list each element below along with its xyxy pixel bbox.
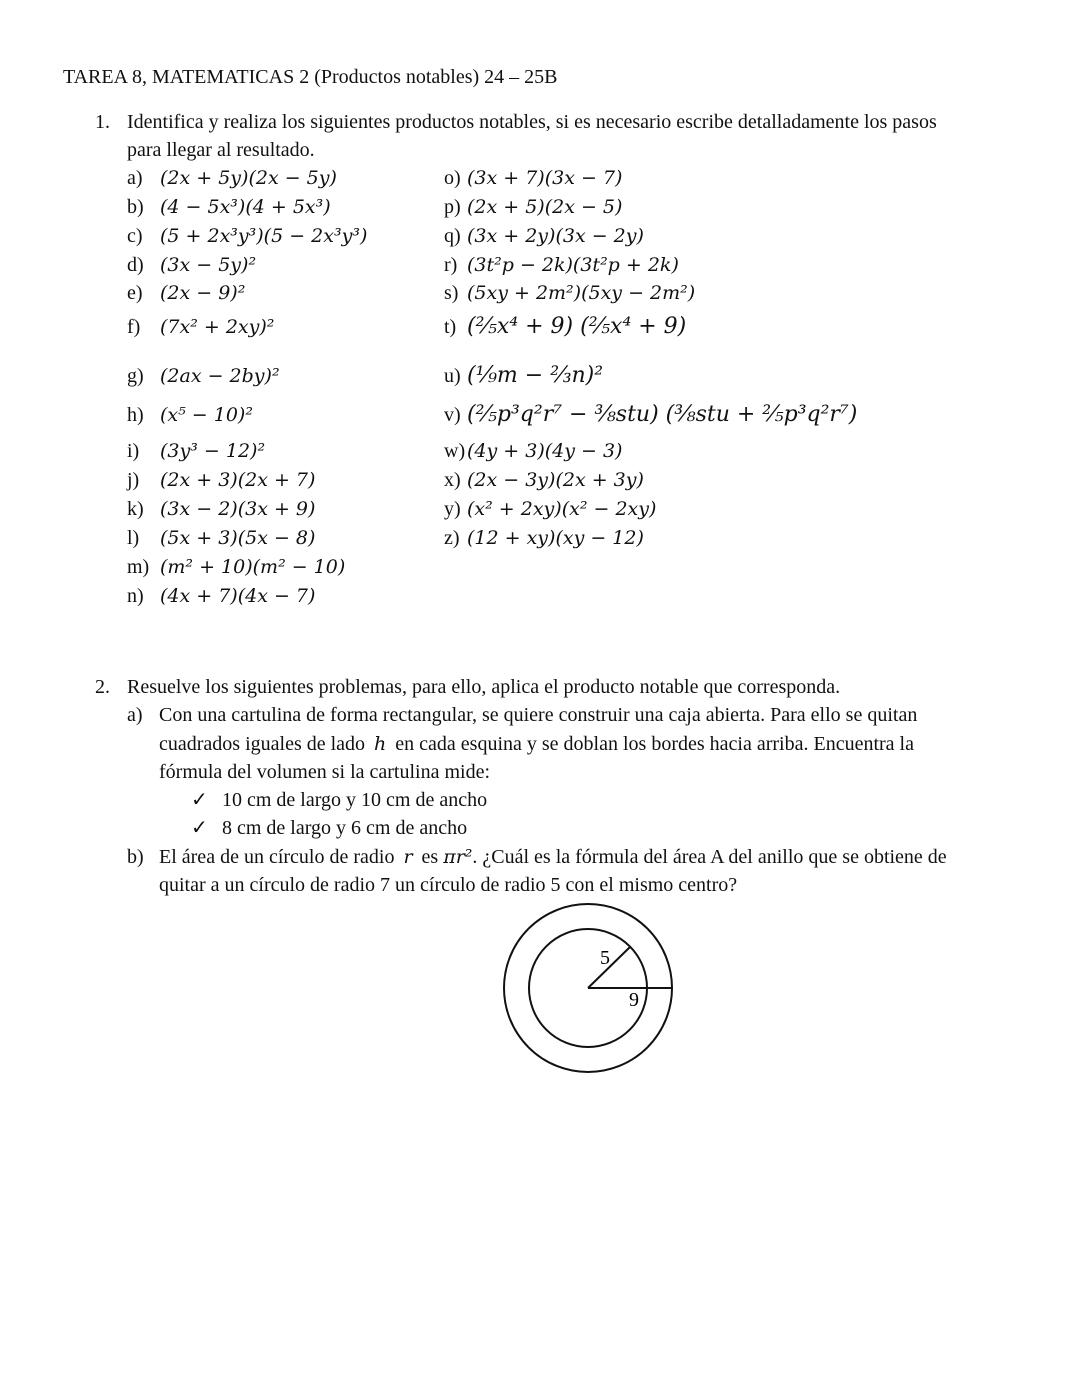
q2b-line1a: El área de un círculo de radio [159,846,395,868]
exercise-expression: (2x + 5y)(2x − 5y) [160,167,337,189]
exercise-label: z) [444,527,460,549]
checkmark-icon: ✓ [191,817,208,839]
var-r: r [403,846,413,868]
q2-instructions: Resuelve los siguientes problemas, para ello, aplica el producto notable que corresponda. [127,676,841,698]
exercise-expression: (3x + 7)(3x − 7) [467,167,623,189]
outer-radius-label: 9 [629,989,639,1011]
exercise-label: v) [444,404,461,426]
var-h: h [374,733,387,755]
exercise-expression: (3t²p − 2k)(3t²p + 2k) [467,254,679,276]
exercise-label: k) [127,498,144,520]
exercise-expression: (2x + 3)(2x + 7) [160,469,316,491]
exercise-expression: (4y + 3)(4y − 3) [467,440,623,462]
inner-radius-label: 5 [600,947,610,969]
exercise-label: i) [127,440,140,462]
q1-instructions-1: Identifica y realiza los siguientes productos notables, si es necesario escribe detalladamente los pasos [127,111,937,133]
dimension-option-1: 10 cm de largo y 10 cm de ancho [222,789,488,811]
exercise-label: f) [127,316,141,338]
exercise-expression: (3x + 2y)(3x − 2y) [467,225,644,247]
page-title: TAREA 8, MATEMATICAS 2 (Productos notables) 24 – 25B [63,66,558,88]
exercise-label: d) [127,254,144,276]
exercise-label: h) [127,404,144,426]
exercise-label: n) [127,585,144,607]
exercise-expression: (5x + 3)(5x − 8) [160,527,316,549]
exercise-label: b) [127,196,144,218]
q2b-line1b: es [421,846,439,868]
exercise-expression: (12 + xy)(xy − 12) [467,527,644,549]
exercise-label: r) [444,254,458,276]
exercise-expression: (7x² + 2xy)² [160,316,275,338]
dimension-option-2: 8 cm de largo y 6 cm de ancho [222,817,468,839]
ring-diagram [495,898,685,1078]
exercise-label: e) [127,282,143,304]
exercise-label: g) [127,365,144,387]
q2b-label: b) [127,846,144,868]
q1-number: 1. [95,111,110,133]
exercise-expression: (x⁵ − 10)² [160,404,253,426]
exercise-label: o) [444,167,461,189]
exercise-expression: (3x − 5y)² [160,254,257,276]
exercise-expression: (2ax − 2by)² [160,365,280,387]
q2b-line1 [159,845,947,869]
exercise-label: s) [444,282,459,304]
exercise-label: w) [444,440,466,462]
q2a-line2a: cuadrados iguales de lado [159,733,366,755]
exercise-expression: (⅖p³q²r⁷ − ⅜stu) (⅜stu + ⅖p³q²r⁷) [467,402,858,427]
exercise-label: p) [444,196,461,218]
exercise-label: j) [127,469,140,491]
q2b-line1c: . ¿Cuál es la fórmula del área A del anillo que se obtiene de [472,846,947,868]
area-formula: πr² [443,846,473,868]
exercise-label: l) [127,527,140,549]
exercise-label: t) [444,316,457,338]
exercise-label: u) [444,365,461,387]
exercise-label: q) [444,225,461,247]
exercise-expression: (⅑m − ⅔n)² [467,363,604,388]
exercise-expression: (2x − 3y)(2x + 3y) [467,469,644,491]
exercise-label: m) [127,556,150,578]
q2-number: 2. [95,676,110,698]
exercise-label: c) [127,225,143,247]
q2a-line1: Con una cartulina de forma rectangular, se quiere construir una caja abierta. Para ello se quitan [159,704,918,726]
exercise-expression: (⅖x⁴ + 9) (⅖x⁴ + 9) [467,314,687,339]
q1-instructions-2: para llegar al resultado. [127,139,315,161]
q2a-line2 [159,732,914,756]
exercise-expression: (4x + 7)(4x − 7) [160,585,316,607]
exercise-expression: (5xy + 2m²)(5xy − 2m²) [467,282,696,304]
exercise-label: a) [127,167,143,189]
q2a-line2b: en cada esquina y se doblan los bordes hacia arriba. Encuentra la [395,733,914,755]
exercise-label: x) [444,469,461,491]
exercise-expression: (m² + 10)(m² − 10) [160,556,346,578]
q2a-label: a) [127,704,143,726]
exercise-label: y) [444,498,461,520]
checkmark-icon: ✓ [191,789,208,811]
exercise-expression: (5 + 2x³y³)(5 − 2x³y³) [160,225,368,247]
exercise-expression: (2x − 9)² [160,282,246,304]
exercise-expression: (2x + 5)(2x − 5) [467,196,623,218]
exercise-expression: (3y³ − 12)² [160,440,266,462]
exercise-expression: (3x − 2)(3x + 9) [160,498,316,520]
q2a-line3: fórmula del volumen si la cartulina mide: [159,761,491,783]
q2b-line2: quitar a un círculo de radio 7 un círculo de radio 5 con el mismo centro? [159,874,738,896]
exercise-expression: (4 − 5x³)(4 + 5x³) [160,196,331,218]
exercise-expression: (x² + 2xy)(x² − 2xy) [467,498,657,520]
